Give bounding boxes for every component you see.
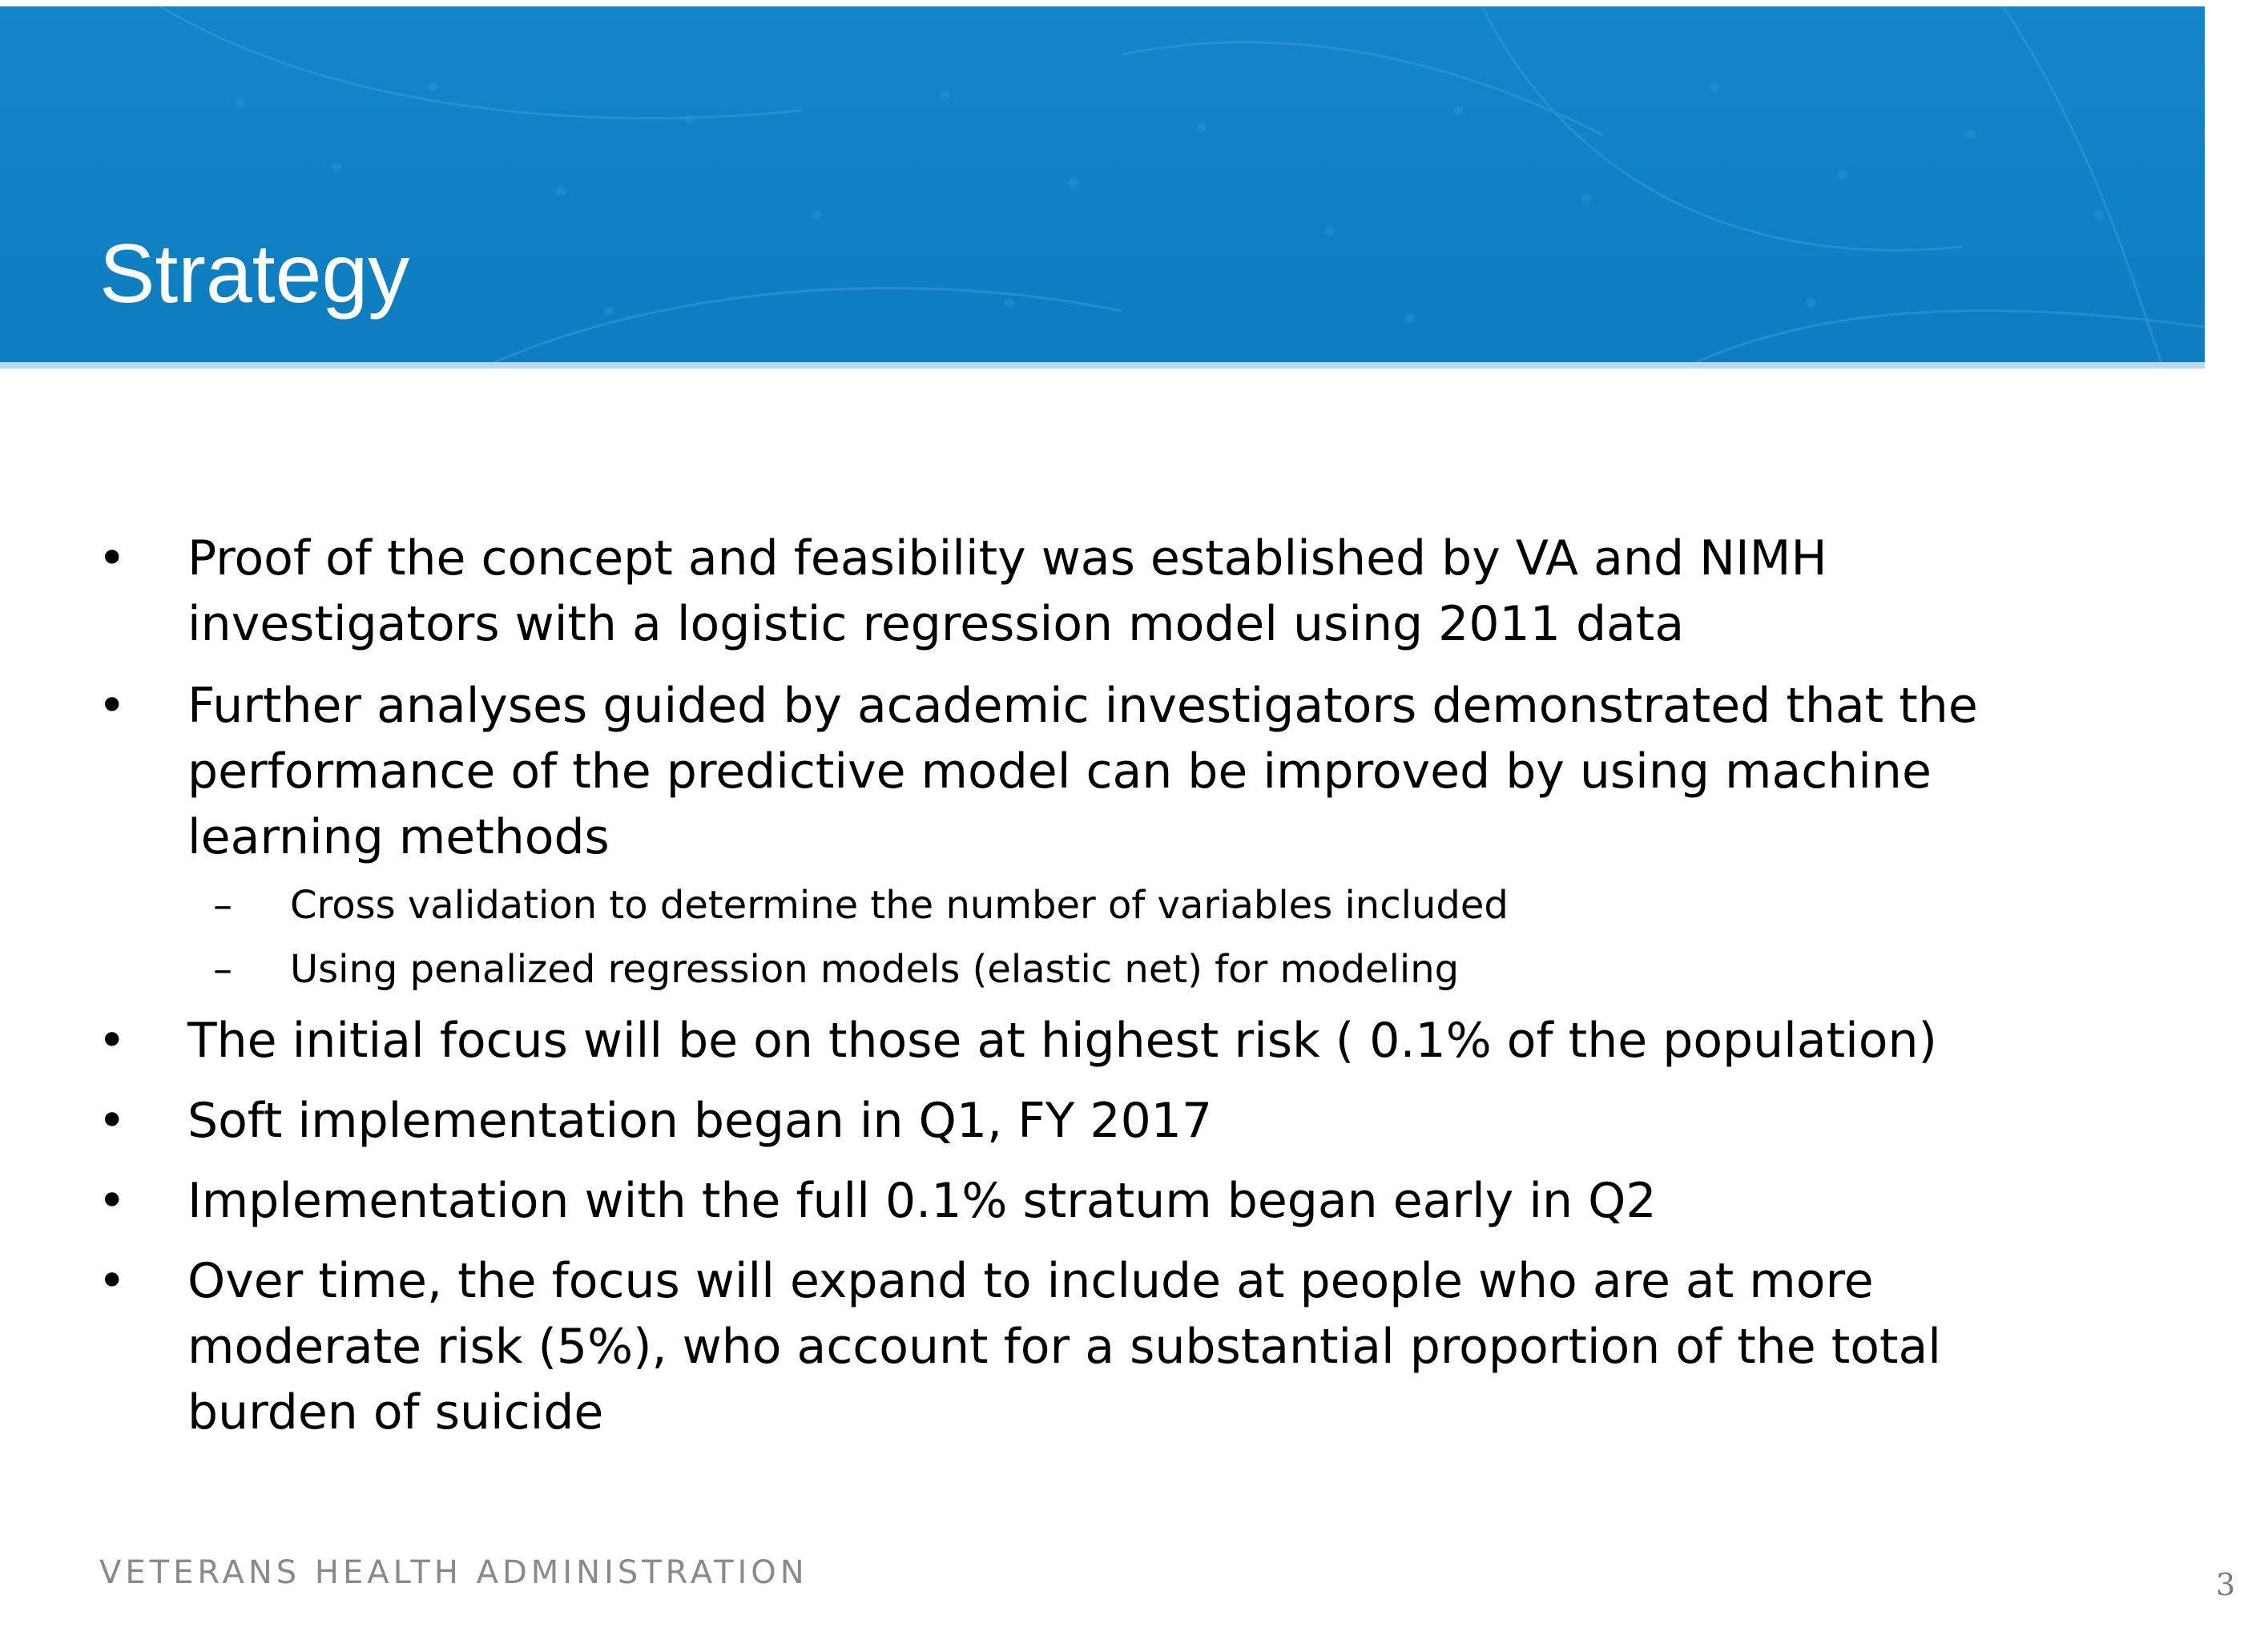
bullet-icon: • bbox=[98, 1093, 127, 1149]
sub-bullet-item: Cross validation to determine the number of variables included bbox=[290, 883, 1509, 928]
bullet-item: The initial focus will be on those at highest risk ( 0.1% of the population) bbox=[187, 1013, 1937, 1069]
bullet-item: Proof of the concept and feasibility was established by VA and NIMH investigators with a logistic regression model using 2011 data bbox=[187, 530, 1827, 652]
bullet-item: Further analyses guided by academic investigators demonstrated that the performance of the predictive model can be improved by using machine learning methods bbox=[187, 678, 1978, 865]
bullet-icon: • bbox=[98, 1013, 127, 1069]
bullet-icon: • bbox=[98, 1253, 127, 1309]
footer-organization: VETERANS HEALTH ADMINISTRATION bbox=[99, 1554, 808, 1591]
bullet-item: Implementation with the full 0.1% stratum began early in Q2 bbox=[187, 1173, 1657, 1229]
page-number: 3 bbox=[2215, 1567, 2235, 1602]
bullet-item: Soft implementation began in Q1, FY 2017 bbox=[187, 1093, 1213, 1149]
bullet-icon: • bbox=[98, 1173, 127, 1229]
sub-bullet-item: Using penalized regression models (elastic net) for modeling bbox=[290, 947, 1460, 992]
sub-bullet-icon: – bbox=[213, 947, 232, 992]
bullet-icon: • bbox=[98, 530, 127, 586]
slide-title: Strategy bbox=[99, 228, 410, 320]
bullet-icon: • bbox=[98, 678, 127, 734]
bullet-item: Over time, the focus will expand to include at people who are at more moderate risk (5%), who account for a substantial proportion of the total burden of suicide bbox=[187, 1253, 1941, 1440]
sub-bullet-icon: – bbox=[213, 883, 232, 928]
